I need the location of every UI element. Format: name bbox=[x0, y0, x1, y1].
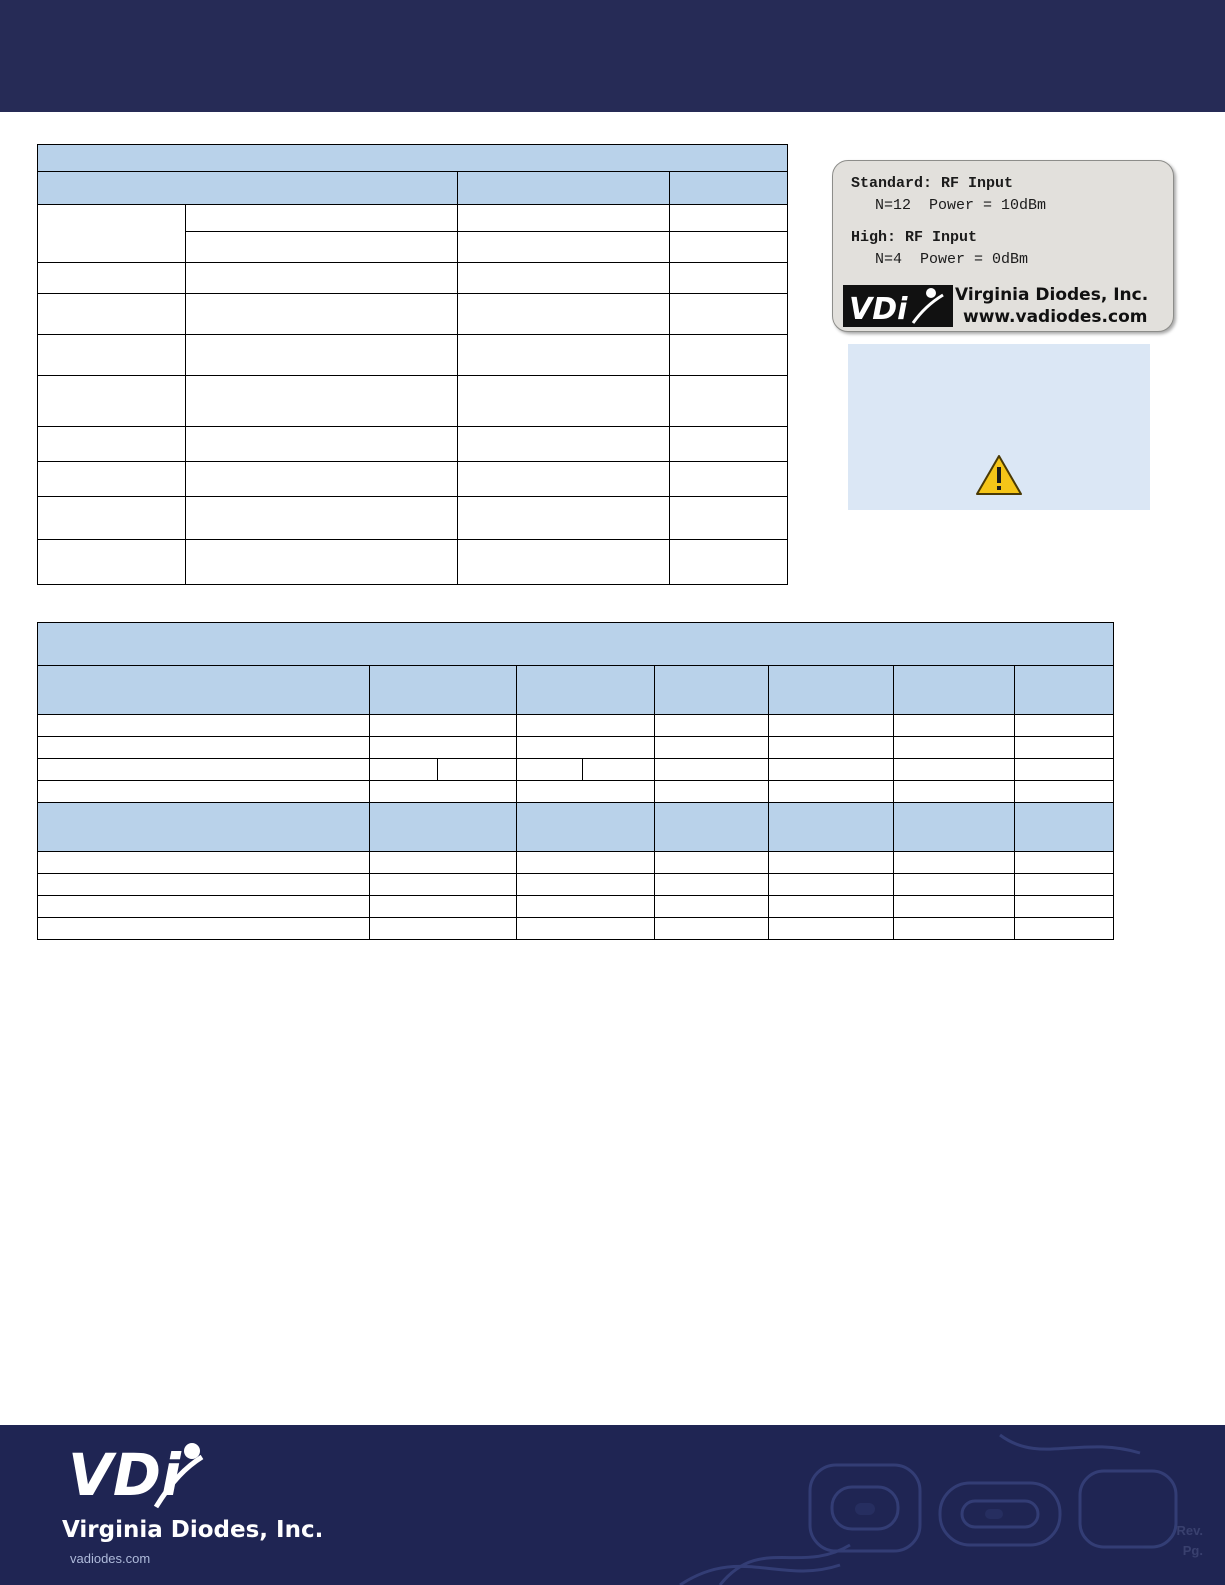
table-one-r6-c1 bbox=[186, 427, 458, 462]
page-header-band bbox=[0, 0, 1225, 112]
table-one-r4-c3 bbox=[670, 335, 788, 376]
table-one-r9-c2 bbox=[458, 540, 670, 585]
table-two-a-col-3 bbox=[654, 666, 768, 715]
label-company-name: Virginia Diodes, Inc. bbox=[955, 285, 1149, 305]
table-two-a-r2-c1 bbox=[369, 759, 437, 781]
table-two-b-r3-c0 bbox=[38, 918, 370, 940]
table-two-b-r3-c3 bbox=[654, 918, 768, 940]
table-two-a-r1-c2 bbox=[516, 737, 654, 759]
page-footer-band bbox=[0, 1425, 1225, 1585]
table-two-b-col-5 bbox=[894, 803, 1015, 852]
table-two-a-r2-c4 bbox=[582, 759, 654, 781]
table-one-r5-c0 bbox=[38, 376, 186, 427]
table-two-a-r1-c1 bbox=[369, 737, 516, 759]
table-row bbox=[38, 918, 1114, 940]
table-one-r4-c0 bbox=[38, 335, 186, 376]
table-two-a-r1-c0 bbox=[38, 737, 370, 759]
table-one-r2-c3 bbox=[670, 263, 788, 294]
table-one-r3-c2 bbox=[458, 294, 670, 335]
table-row bbox=[38, 205, 788, 232]
vdi-footer-logo-icon bbox=[68, 1437, 218, 1515]
table-one-r4-c1 bbox=[186, 335, 458, 376]
svg-text:VDi: VDi bbox=[68, 1441, 181, 1509]
table-two-a-col-2 bbox=[516, 666, 654, 715]
table-two-a-r3-c5 bbox=[894, 781, 1015, 803]
table-one-header-row bbox=[38, 172, 788, 205]
table-one-title bbox=[38, 145, 788, 172]
table-two-a-col-6 bbox=[1015, 666, 1114, 715]
table-one-r6-c2 bbox=[458, 427, 670, 462]
specifications-table bbox=[37, 144, 788, 585]
table-row bbox=[38, 896, 1114, 918]
table-two-a-r0-c0 bbox=[38, 715, 370, 737]
table-two-b-r0-c4 bbox=[769, 852, 894, 874]
table-two-b-r1-c5 bbox=[894, 874, 1015, 896]
table-two-b-r3-c6 bbox=[1015, 918, 1114, 940]
svg-text:VDi: VDi bbox=[849, 292, 908, 327]
table-one-r7-c2 bbox=[458, 462, 670, 497]
table-two-a-r2-c5 bbox=[654, 759, 768, 781]
table-two-b-r1-c0 bbox=[38, 874, 370, 896]
label-website: www.vadiodes.com bbox=[963, 307, 1148, 327]
table-one-r1-c2 bbox=[458, 232, 670, 263]
table-two-b-r1-c4 bbox=[769, 874, 894, 896]
table-two-a-r2-c0 bbox=[38, 759, 370, 781]
table-two-b-col-0 bbox=[38, 803, 370, 852]
footer-revision: Rev. bbox=[1176, 1523, 1203, 1538]
table-one-r5-c2 bbox=[458, 376, 670, 427]
warning-triangle-icon bbox=[976, 454, 1022, 496]
table-row bbox=[38, 294, 788, 335]
table-one-r7-c0 bbox=[38, 462, 186, 497]
table-two-a-r0-c2 bbox=[516, 715, 654, 737]
table-one-r9-c3 bbox=[670, 540, 788, 585]
table-one-r3-c0 bbox=[38, 294, 186, 335]
product-label-card bbox=[832, 160, 1174, 332]
table-two-b-col-6 bbox=[1015, 803, 1114, 852]
table-row bbox=[38, 874, 1114, 896]
table-two-b-r0-c5 bbox=[894, 852, 1015, 874]
table-two-a-r0-c5 bbox=[894, 715, 1015, 737]
footer-company-name: Virginia Diodes, Inc. bbox=[62, 1517, 324, 1543]
table-two-b-r2-c1 bbox=[369, 896, 516, 918]
table-one-title-row bbox=[38, 145, 788, 172]
table-two-b-r3-c2 bbox=[516, 918, 654, 940]
table-two-a-r1-c6 bbox=[1015, 737, 1114, 759]
table-one-r8-c1 bbox=[186, 497, 458, 540]
warning-note-box bbox=[848, 344, 1150, 510]
table-one-r8-c0 bbox=[38, 497, 186, 540]
table-row bbox=[38, 376, 788, 427]
table-row bbox=[38, 715, 1114, 737]
label-standard-line: Standard: RF Input bbox=[851, 175, 1014, 192]
table-one-r9-c0 bbox=[38, 540, 186, 585]
table-two-b-r2-c4 bbox=[769, 896, 894, 918]
footer-decoration-graphic bbox=[380, 1425, 1225, 1585]
table-two-a-r3-c2 bbox=[516, 781, 654, 803]
table-one-r0-c2 bbox=[458, 205, 670, 232]
table-two-b-r2-c0 bbox=[38, 896, 370, 918]
table-two-a-r1-c3 bbox=[654, 737, 768, 759]
table-two-header-row-a bbox=[38, 666, 1114, 715]
table-two-b-r2-c3 bbox=[654, 896, 768, 918]
table-two-b-col-2 bbox=[516, 803, 654, 852]
table-two-b-r0-c0 bbox=[38, 852, 370, 874]
table-two-a-r2-c7 bbox=[894, 759, 1015, 781]
table-row bbox=[38, 335, 788, 376]
table-two-a-col-5 bbox=[894, 666, 1015, 715]
table-two-b-r1-c3 bbox=[654, 874, 768, 896]
table-one-r1-c3 bbox=[670, 232, 788, 263]
table-two-b-r0-c1 bbox=[369, 852, 516, 874]
table-two-a-r0-c4 bbox=[769, 715, 894, 737]
table-two-b-r0-c2 bbox=[516, 852, 654, 874]
label-high-value: N=4 Power = 0dBm bbox=[875, 251, 1029, 268]
table-two-b-col-1 bbox=[369, 803, 516, 852]
table-two-a-r2-c6 bbox=[769, 759, 894, 781]
footer-page-number: Pg. bbox=[1182, 1542, 1203, 1558]
table-two-a-r3-c6 bbox=[1015, 781, 1114, 803]
footer-website-link[interactable]: vadiodes.com bbox=[70, 1551, 151, 1566]
table-two-b-r3-c4 bbox=[769, 918, 894, 940]
table-one-r4-c2 bbox=[458, 335, 670, 376]
table-two-a-r3-c3 bbox=[654, 781, 768, 803]
table-one-col-0 bbox=[38, 172, 458, 205]
table-row bbox=[38, 540, 788, 585]
table-row bbox=[38, 427, 788, 462]
table-row bbox=[38, 759, 1114, 781]
table-two-a-r2-c8 bbox=[1015, 759, 1114, 781]
table-row bbox=[38, 781, 1114, 803]
table-two-a-r3-c0 bbox=[38, 781, 370, 803]
table-row bbox=[38, 462, 788, 497]
table-two-a-r3-c1 bbox=[369, 781, 516, 803]
table-two-a-col-1 bbox=[369, 666, 516, 715]
table-one-r0-c1 bbox=[186, 205, 458, 232]
table-two-b-r1-c2 bbox=[516, 874, 654, 896]
table-two-header-row-b bbox=[38, 803, 1114, 852]
table-one-r0-c0 bbox=[38, 205, 186, 263]
table-one-r3-c1 bbox=[186, 294, 458, 335]
table-one-r0-c3 bbox=[670, 205, 788, 232]
table-one-r5-c1 bbox=[186, 376, 458, 427]
table-one-r6-c0 bbox=[38, 427, 186, 462]
table-one-r8-c2 bbox=[458, 497, 670, 540]
table-one-r8-c3 bbox=[670, 497, 788, 540]
table-one-r2-c1 bbox=[186, 263, 458, 294]
table-two-a-r3-c4 bbox=[769, 781, 894, 803]
label-high-line: High: RF Input bbox=[851, 229, 978, 246]
table-two-b-col-3 bbox=[654, 803, 768, 852]
table-two-a-r0-c3 bbox=[654, 715, 768, 737]
table-two-a-r2-c3 bbox=[516, 759, 582, 781]
table-two-a-r0-c1 bbox=[369, 715, 516, 737]
table-one-r3-c3 bbox=[670, 294, 788, 335]
table-two-a-col-0 bbox=[38, 666, 370, 715]
table-one-r6-c3 bbox=[670, 427, 788, 462]
table-two-title bbox=[38, 623, 1114, 666]
table-two-b-r3-c5 bbox=[894, 918, 1015, 940]
table-one-r5-c3 bbox=[670, 376, 788, 427]
table-two-b-r0-c3 bbox=[654, 852, 768, 874]
table-row bbox=[38, 852, 1114, 874]
table-one-r9-c1 bbox=[186, 540, 458, 585]
table-two-b-col-4 bbox=[769, 803, 894, 852]
table-one-r1-c1 bbox=[186, 232, 458, 263]
table-one-col-2 bbox=[458, 172, 670, 205]
table-two-a-r1-c5 bbox=[894, 737, 1015, 759]
table-one-r7-c3 bbox=[670, 462, 788, 497]
table-two-a-r2-c2 bbox=[437, 759, 516, 781]
table-one-col-3 bbox=[670, 172, 788, 205]
table-one-r7-c1 bbox=[186, 462, 458, 497]
table-one-r2-c2 bbox=[458, 263, 670, 294]
table-two-b-r2-c2 bbox=[516, 896, 654, 918]
table-two-b-r0-c6 bbox=[1015, 852, 1114, 874]
table-two-b-r3-c1 bbox=[369, 918, 516, 940]
table-two-b-r2-c6 bbox=[1015, 896, 1114, 918]
table-two-a-r0-c6 bbox=[1015, 715, 1114, 737]
footer-meta bbox=[1177, 1521, 1204, 1560]
table-two-b-r2-c5 bbox=[894, 896, 1015, 918]
table-row bbox=[38, 737, 1114, 759]
vdi-logo-icon bbox=[843, 279, 953, 329]
table-two-title-row bbox=[38, 623, 1114, 666]
label-standard-value: N=12 Power = 10dBm bbox=[875, 197, 1047, 214]
table-row bbox=[38, 497, 788, 540]
performance-table bbox=[37, 622, 1114, 940]
table-two-a-r1-c4 bbox=[769, 737, 894, 759]
table-row bbox=[38, 263, 788, 294]
table-two-b-r1-c1 bbox=[369, 874, 516, 896]
table-one-r2-c0 bbox=[38, 263, 186, 294]
table-two-a-col-4 bbox=[769, 666, 894, 715]
table-two-b-r1-c6 bbox=[1015, 874, 1114, 896]
